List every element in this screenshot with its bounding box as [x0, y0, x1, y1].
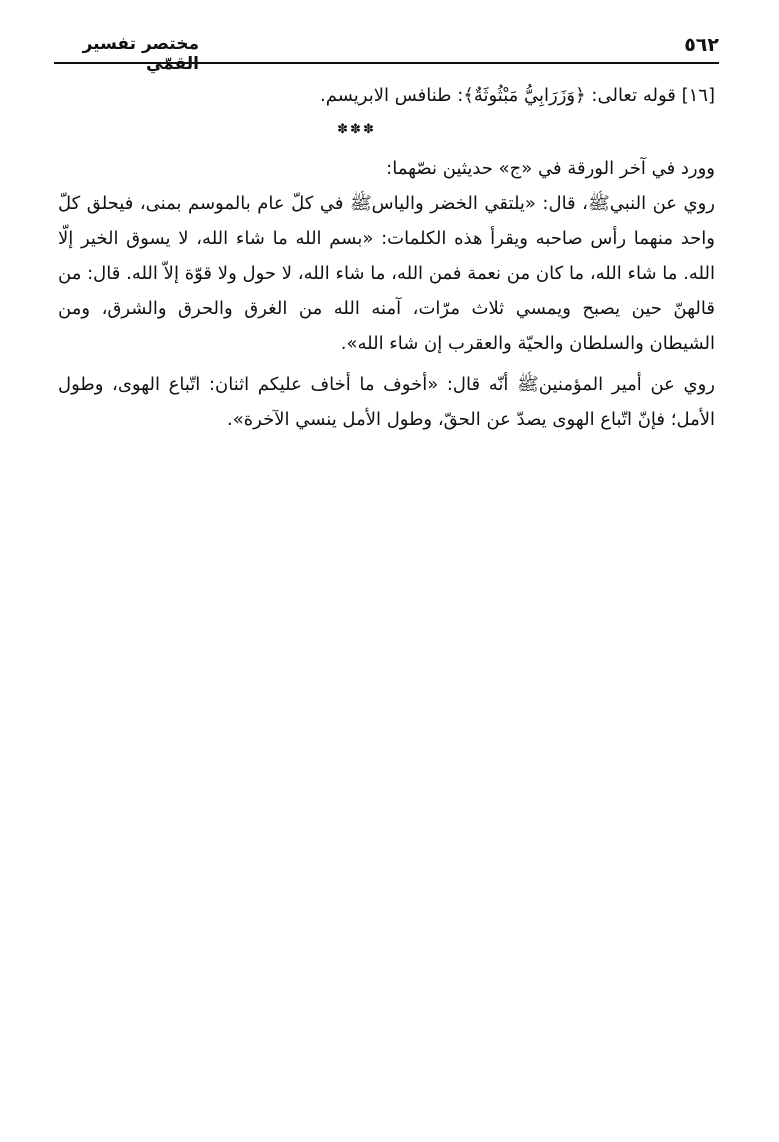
running-title: مختصر تفسير القمّي	[82, 34, 199, 74]
section-separator: ✽✽✽	[337, 122, 376, 137]
hadith-paragraph-1: روي عن النبيﷺ، قال: «يلتقي الخضر والياسﷺ في كلّ عام بالموسم بمنى، فيحلق كلّ واحد منهما رأس صاحبه ويقرأ هذه الكلمات: «بسم الله ما شاء الله، لا يسوق الخير إلّا الله. ما شاء الله، ما كان من نعمة فمن الله، ما شاء الله، لا حول ولا قوّة إلاّ الله. قال: من قالهنّ حين يصبح ويمسي ثلاث مرّات، آمنه الله من الغرق والحرق والشرق، ومن الشيطان والسلطان والحيّة والعقرب إن شاء الله».	[58, 193, 715, 354]
intro-paragraph: وورد في آخر الورقة في «ج» حديثين نصّهما:	[386, 158, 715, 179]
hadith-paragraph-2: روي عن أمير المؤمنينﷺ أنّه قال: «أخوف ما أخاف عليكم اثنان: اتّباع الهوى، وطول الأمل؛ فإنّ اتّباع الهوى يصدّ عن الحقّ، وطول الأمل ينسي الآخرة».	[58, 374, 715, 430]
page-body	[58, 78, 715, 437]
page-header	[54, 30, 719, 74]
header-rule	[54, 62, 719, 64]
verse-note-paragraph: [١٦] قوله تعالى: ﴿وَزَرَابِيُّ مَبْثُوثَةٌ﴾: طنافس الابريسم.	[320, 85, 715, 106]
page-number: ٥٦٢	[684, 34, 719, 56]
